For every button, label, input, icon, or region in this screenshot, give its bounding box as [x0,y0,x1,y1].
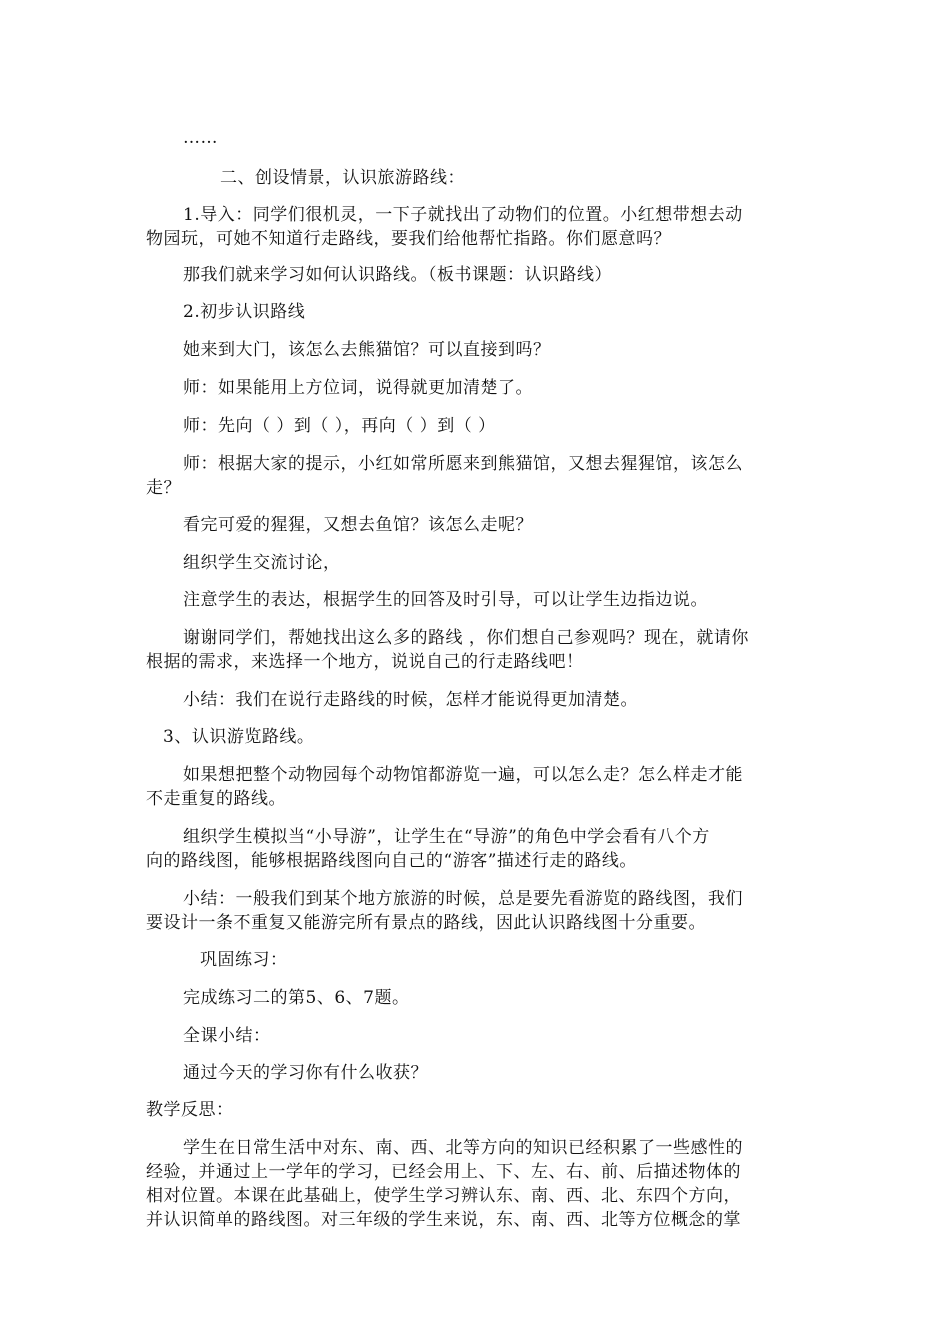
ellipsis-text: …… [183,128,218,148]
paragraph-topic: 那我们就来学习如何认识路线。（板书课题：认识路线） [183,265,612,285]
paragraph-discussion: 组织学生交流讨论， [183,553,341,573]
subheading-class-summary: 全课小结： [183,1026,271,1046]
paragraph-gate-question: 她来到大门，该怎么去熊猫馆？可以直接到吗？ [183,340,551,360]
paragraph-tour-question-line1: 如果想把整个动物园每个动物馆都游览一遍，可以怎么走？怎么样走才能 [183,765,743,785]
paragraph-guide-role-line1: 组织学生模拟当“小导游”，让学生在“导游”的角色中学会看有八个方 [183,827,710,847]
paragraph-intro-line2: 物园玩，可她不知道行走路线，要我们给他帮忙指路。你们愿意吗？ [146,229,671,249]
paragraph-reflection-line1: 学生在日常生活中对东、南、西、北等方向的知识已经积累了一些感性的 [183,1138,743,1158]
subheading-practice: 巩固练习： [200,950,288,970]
paragraph-reflection-line4: 并认识简单的路线图。对三年级的学生来说，东、南、西、北等方位概念的掌 [146,1210,741,1230]
subheading-tour-route: 3、认识游览路线。 [163,727,315,747]
paragraph-tour-question-line2: 不走重复的路线。 [146,789,286,809]
paragraph-summary-2-line2: 要设计一条不重复又能游完所有景点的路线，因此认识路线图十分重要。 [146,913,706,933]
paragraph-reflection-line3: 相对位置。本课在此基础上，使学生学习辨认东、南、西、北、东四个方向， [146,1186,741,1206]
paragraph-summary-1: 小结：我们在说行走路线的时候，怎样才能说得更加清楚。 [183,690,638,710]
subheading-initial-route: 2.初步认识路线 [183,302,306,322]
paragraph-teacher-hint: 师：如果能用上方位词，说得就更加清楚了。 [183,378,533,398]
paragraph-thanks-line2: 根据的需求，来选择一个地方，说说自己的行走路线吧！ [146,652,584,672]
paragraph-gain-question: 通过今天的学习你有什么收获？ [183,1063,428,1083]
paragraph-reflection-line2: 经验，并通过上一学年的学习，已经会用上、下、左、右、前、后描述物体的 [146,1162,741,1182]
paragraph-fish-question: 看完可爱的猩猩，又想去鱼馆？该怎么走呢？ [183,515,533,535]
subheading-reflection: 教学反思： [146,1100,234,1120]
paragraph-thanks-line1: 谢谢同学们，帮她找出这么多的路线 ，你们想自己参观吗？现在，就请你 [183,628,749,648]
paragraph-exercise: 完成练习二的第5、6、7题。 [183,988,410,1008]
paragraph-intro-line1: 1.导入：同学们很机灵，一下子就找出了动物们的位置。小红想带想去动 [183,205,743,225]
paragraph-guidance: 注意学生的表达，根据学生的回答及时引导，可以让学生边指边说。 [183,590,708,610]
paragraph-guide-role-line2: 向的路线图，能够根据路线图向自己的“游客”描述行走的路线。 [146,851,637,871]
paragraph-summary-2-line1: 小结：一般我们到某个地方旅游的时候，总是要先看游览的路线图，我们 [183,889,743,909]
paragraph-teacher-question-line1: 师：根据大家的提示，小红如常所愿来到熊猫馆，又想去猩猩馆，该怎么 [183,454,743,474]
paragraph-teacher-question-line2: 走？ [146,478,181,498]
paragraph-teacher-template: 师：先向（ ）到（ ），再向（ ）到（ ） [183,416,496,436]
section-two-title: 二、创设情景，认识旅游路线： [220,168,465,188]
